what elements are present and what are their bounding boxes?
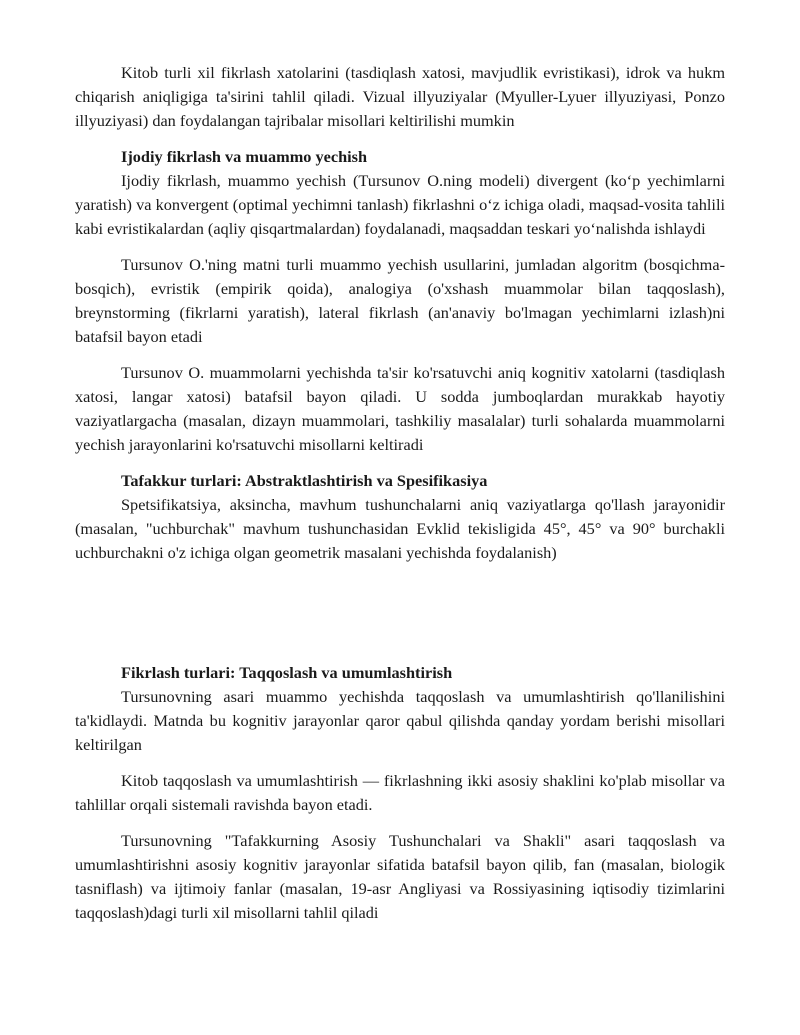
heading-creative-thinking: Ijodiy fikrlash va muammo yechish bbox=[121, 147, 368, 166]
paragraph-two-forms: Kitob taqqoslash va umumlashtirish — fikrlashning ikki asosiy shaklini ko'plab misollar va tahlillar orqali sistemali ravishda bayon etadi. bbox=[75, 771, 725, 814]
paragraph-cognitive-biases: Tursunov O. muammolarni yechishda ta'sir ko'rsatuvchi aniq kognitiv xatolarni (tasdiqlash xatosi, langar xatosi) batafsil bayon qiladi. U sodda jumboqlardan murakkab hayotiy vaziyatlargacha (masalan, dizayn muammolari, tashkiliy masalalar) turli sohalarda muammolarni yechish jarayonlarini ko'rsatuvchi misollarni keltiradi bbox=[75, 363, 725, 454]
paragraph-cognitive-errors: Kitob turli xil fikrlash xatolarini (tasdiqlash xatosi, mavjudlik evristikasi), idrok va hukm chiqarish aniqligiga ta'sirini tahlil qiladi. Vizual illyuziyalar (Myuller-Lyuer illyuziyasi, Ponzo illyuziyasi) dan foydalangan tajribalar misollari keltirilishi mumkin bbox=[75, 63, 725, 130]
paragraph-comparison: Tursunovning asari muammo yechishda taqqoslash va umumlashtirish qo'llanilishini ta'kidlaydi. Matnda bu kognitiv jarayonlar qaror qabul qilishda qanday yordam berishi misollari keltirilgan bbox=[75, 687, 725, 754]
heading-comparison: Fikrlash turlari: Taqqoslash va umumlashtirish bbox=[121, 663, 453, 682]
document-page bbox=[75, 61, 725, 925]
paragraph-problem-solving-methods: Tursunov O.'ning matni turli muammo yechish usullarini, jumladan algoritm (bosqichma-bosqich), evristik (empirik qoida), analogiya (o'xshash muammolar bilan taqqoslash), breynstorming (fikrlarni yaratish), lateral fikrlash (an'anaviy bo'lmagan yechimlarni izlash)ni batafsil bayon etadi bbox=[75, 255, 725, 346]
heading-abstraction: Tafakkur turlari: Abstraktlashtirish va Spesifikasiya bbox=[121, 471, 488, 490]
paragraph-specification: Spetsifikatsiya, aksincha, mavhum tushunchalarni aniq vaziyatlarga qo'llash jarayonidir (masalan, "uchburchak" mavhum tushunchasidan Evklid tekisligida 45°, 45° va 90° burchakli uchburchakni o'z ichiga olgan geometrik masalani yechishda foydalanish) bbox=[75, 495, 725, 562]
paragraph-creative-thinking: Ijodiy fikrlash, muammo yechish (Tursunov O.ning modeli) divergent (ko‘p yechimlarni yaratish) va konvergent (optimal yechimni tanlash) fikrlashni o‘z ichiga oladi, maqsad-vosita tahlili kabi evristikalardan (aqliy qisqartmalardan) foydalanadi, maqsaddan teskari yo‘nalishda ishlaydi bbox=[75, 171, 725, 238]
paragraph-book-summary: Tursunovning "Tafakkurning Asosiy Tushunchalari va Shakli" asari taqqoslash va umumlashtirishni asosiy kognitiv jarayonlar sifatida batafsil bayon qilib, fan (masalan, biologik tasniflash) va ijtimoiy fanlar (masalan, 19-asr Angliyasi va Rossiyasining iqtisodiy tizimlarini taqqoslash)dagi turli xil misollarni tahlil qiladi bbox=[75, 831, 725, 922]
